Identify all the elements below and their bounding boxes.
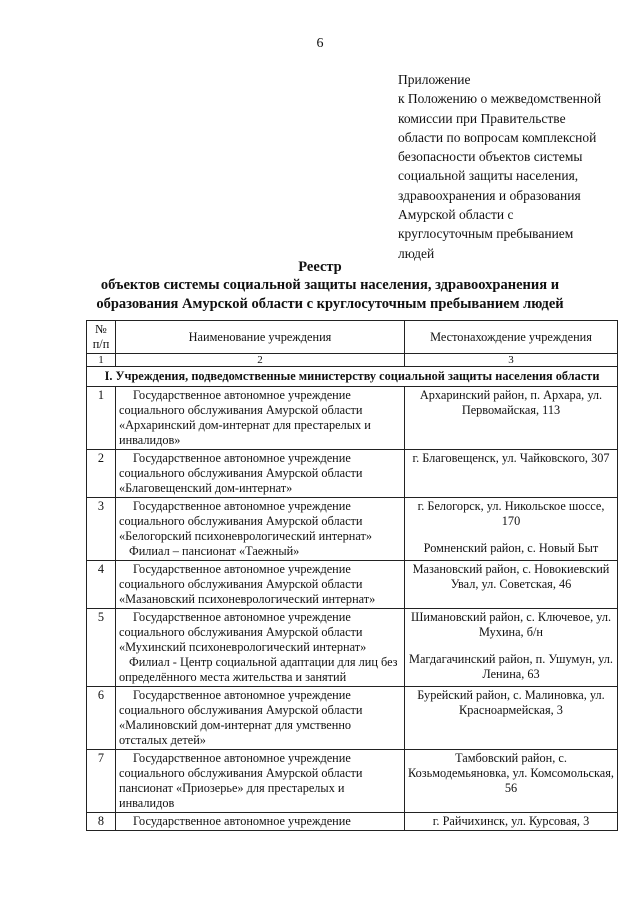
institution-name-cell bbox=[116, 609, 405, 687]
appendix-line: области по вопросам комплексной bbox=[398, 129, 597, 145]
institution-name: Государственное автономное учреждение социального обслуживания Амурской области «Белогорский психоневрологический интернат» bbox=[119, 499, 372, 543]
appendix-line: социальной защиты населения, bbox=[398, 168, 579, 184]
appendix-line: Приложение bbox=[398, 72, 471, 87]
institution-address: Тамбовский район, с. Козьмодемьяновка, ул. Комсомольская, 56 bbox=[405, 750, 618, 813]
header-name: Наименование учреждения bbox=[116, 321, 405, 354]
institution-address: г. Райчихинск, ул. Курсовая, 3 bbox=[405, 813, 618, 831]
row-number: 7 bbox=[87, 750, 116, 813]
appendix-line: безопасности объектов системы bbox=[398, 149, 583, 165]
section-title: I. Учреждения, подведомственные министерству социальной защиты населения области bbox=[87, 367, 618, 387]
table-row bbox=[87, 750, 618, 813]
branch-name: Филиал - Центр социальной адаптации для лиц без определённого места жительства и занятий bbox=[119, 655, 398, 684]
row-number: 5 bbox=[87, 609, 116, 687]
appendix-line: людей bbox=[398, 245, 435, 261]
document-subtitle: объектов системы социальной защиты населения, здравоохранения и образования Амурской области с круглосуточным пребыванием людей bbox=[96, 277, 564, 312]
table-row bbox=[87, 609, 618, 687]
institution-address-cell bbox=[405, 498, 618, 561]
institution-name: Государственное автономное учреждение социального обслуживания Амурской области «Мухинский психоневрологический интернат» bbox=[119, 610, 367, 654]
institution-address: Мазановский район, с. Новокиевский Увал, ул. Советская, 46 bbox=[405, 561, 618, 609]
document-title: Реестр bbox=[298, 259, 342, 275]
table-row bbox=[87, 450, 618, 498]
institution-name: Государственное автономное учреждение bbox=[116, 813, 405, 831]
row-number: 1 bbox=[87, 387, 116, 450]
institution-name: Государственное автономное учреждение социального обслуживания Амурской области «Мазановский психоневрологический интернат» bbox=[116, 561, 405, 609]
row-number: 3 bbox=[87, 498, 116, 561]
appendix-line: к Положению о межведомственной bbox=[398, 91, 602, 107]
institution-address: г. Белогорск, ул. Никольское шоссе, 170 bbox=[417, 499, 605, 528]
institution-address-cell bbox=[405, 609, 618, 687]
section-row bbox=[87, 367, 618, 387]
table-row bbox=[87, 813, 618, 831]
institution-address: Архаринский район, п. Архара, ул. Первомайская, 113 bbox=[405, 387, 618, 450]
appendix-line: круглосуточным пребыванием bbox=[398, 226, 574, 242]
appendix-line: Амурской области с bbox=[398, 207, 514, 223]
appendix-line: комиссии при Правительстве bbox=[398, 110, 566, 126]
table-index-row bbox=[87, 354, 618, 367]
branch-name: Филиал – пансионат «Таежный» bbox=[129, 544, 300, 558]
appendix-note bbox=[398, 70, 633, 263]
institution-name-cell bbox=[116, 498, 405, 561]
index-cell: 2 bbox=[116, 354, 405, 367]
row-number: 6 bbox=[87, 687, 116, 750]
header-number: № п/п bbox=[87, 321, 116, 354]
appendix-line: здравоохранения и образования bbox=[398, 187, 581, 203]
institution-name: Государственное автономное учреждение социального обслуживания Амурской области «Архаринский дом-интернат для престарелых и инвалидов» bbox=[116, 387, 405, 450]
table-row bbox=[87, 687, 618, 750]
institution-name: Государственное автономное учреждение социального обслуживания Амурской области «Малиновский дом-интернат для умственно отсталых детей» bbox=[116, 687, 405, 750]
table-row bbox=[87, 387, 618, 450]
page-number: 6 bbox=[316, 36, 324, 51]
index-cell: 1 bbox=[87, 354, 116, 367]
header-address: Местонахождение учреждения bbox=[405, 321, 618, 354]
institution-address: Шимановский район, с. Ключевое, ул. Мухина, б/н bbox=[410, 610, 612, 639]
row-number: 4 bbox=[87, 561, 116, 609]
institution-address: г. Благовещенск, ул. Чайковского, 307 bbox=[405, 450, 618, 498]
index-cell: 3 bbox=[405, 354, 618, 367]
row-number: 8 bbox=[87, 813, 116, 831]
branch-address: Магдагачинский район, п. Ушумун, ул. Ленина, 63 bbox=[409, 652, 613, 681]
institution-name: Государственное автономное учреждение социального обслуживания Амурской области «Благовещенский дом-интернат» bbox=[116, 450, 405, 498]
institution-name: Государственное автономное учреждение социального обслуживания Амурской области пансионат «Приозерье» для престарелых и инвалидов bbox=[116, 750, 405, 813]
institution-address: Бурейский район, с. Малиновка, ул. Красноармейская, 3 bbox=[405, 687, 618, 750]
table-header-row bbox=[87, 321, 618, 354]
table-row bbox=[87, 561, 618, 609]
row-number: 2 bbox=[87, 450, 116, 498]
table-row bbox=[87, 498, 618, 561]
registry-table bbox=[86, 320, 618, 831]
branch-address: Ромненский район, с. Новый Быт bbox=[423, 541, 599, 555]
